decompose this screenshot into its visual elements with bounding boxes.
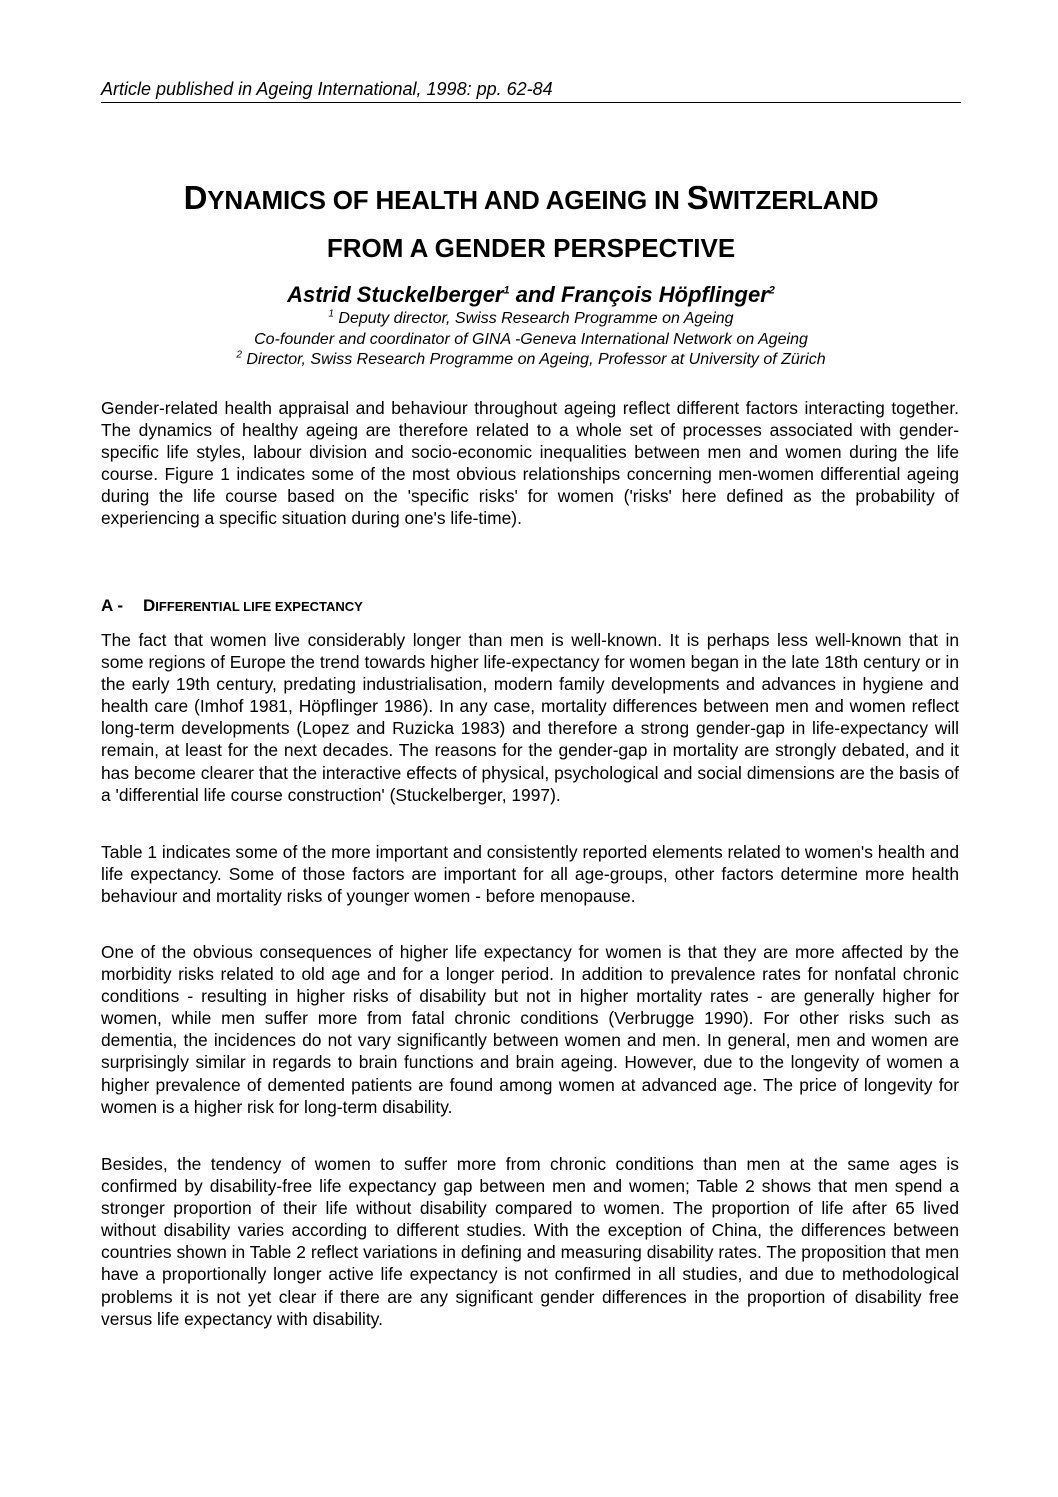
affiliation-1-text: Deputy director, Swiss Research Programme on Ageing <box>333 310 734 327</box>
author-2: François Höpflinger <box>560 282 769 307</box>
affiliation-2-text: Director, Swiss Research Programme on Ageing, Professor at University of Zürich <box>241 351 826 368</box>
body-paragraph-1: The fact that women live considerably longer than men is well-known. It is perhaps less well-known that in some regions of Europe the trend towards higher life-expectancy for women began in the late 18th century or in the early 19th century, predating industrialisation, modern family developments and advances in hygiene and health care (Imhof 1981, Höpflinger 1986). In any case, mortality differences between men and women reflect long-term developments (Lopez and Ruzicka 1983) and therefore a strong gender-gap in life-expectancy will remain, at least for the next decades. The reasons for the gender-gap in mortality are strongly debated, and it has become clearer that the interactive effects of physical, psychological and social dimensions are the basis of a 'differential life course construction' (Stuckelberger, 1997). <box>101 630 959 805</box>
running-header: Article published in Ageing International, 1998: pp. 62-84 <box>101 78 961 103</box>
affiliation-2-mark: 2 <box>236 349 242 361</box>
author-connector: and <box>509 282 561 307</box>
title-part-1: YNAMICS OF HEALTH AND AGEING IN <box>207 185 687 215</box>
affiliation-1-mark: 1 <box>328 308 334 320</box>
body-paragraph-4: Besides, the tendency of women to suffer more from chronic conditions than men at the same ages is confirmed by disability-free life expectancy gap between men and women; Table 2 shows that men spend a stronger proportion of their life without disability compared to women. The proportion of life after 65 lived without disability varies according to different studies. With the exception of China, the differences between countries shown in Table 2 reflect variations in defining and measuring disability rates. The proposition that men have a proportionally longer active life expectancy is not confirmed in all studies, and due to methodological problems it is not yet clear if there are any significant gender differences in the proportion of disability free versus life expectancy with disability. <box>101 1154 959 1329</box>
paper-title-line-2: FROM A GENDER PERSPECTIVE <box>326 233 736 263</box>
section-heading-a <box>101 595 363 618</box>
section-initial: D <box>143 596 156 615</box>
author-2-mark: 2 <box>768 284 775 297</box>
title-initial-s: S <box>686 179 709 216</box>
author-1-mark: 1 <box>503 284 510 297</box>
intro-paragraph: Gender-related health appraisal and behaviour throughout ageing reflect different factors interacting together. The dynamics of healthy ageing are therefore related to a whole set of processes associated with gender-specific life styles, labour division and socio-economic inequalities between men and women during the life course. Figure 1 indicates some of the most obvious relationships concerning men-women differential ageing during the life course based on the 'specific risks' for women ('risks' here defined as the probability of experiencing a specific situation during one's life-time). <box>101 398 959 529</box>
body-paragraph-2: Table 1 indicates some of the more important and consistently reported elements related to women's health and life expectancy. Some of those factors are important for all age-groups, other factors determine more health behaviour and mortality risks of younger women - before menopause. <box>101 842 959 907</box>
affiliation-1-continued: Co-founder and coordinator of GINA -Geneva International Network on Ageing <box>254 331 808 348</box>
body-paragraph-3: One of the obvious consequences of higher life expectancy for women is that they are more affected by the morbidity risks related to old age and for a longer period. In addition to prevalence rates for nonfatal chronic conditions - resulting in higher risks of disability but not in higher mortality rates - are generally higher for women, while men suffer more from fatal chronic conditions (Verbrugge 1990). For other risks such as dementia, the incidences do not vary significantly between women and men. In general, men and women are surprisingly similar in regards to brain functions and brain ageing. However, due to the longevity of women a higher prevalence of demented patients are found among women at advanced age. The price of longevity for women is a higher risk for long-term disability. <box>101 942 959 1117</box>
title-part-2: WITZERLAND <box>708 185 879 215</box>
affiliation-2 <box>101 350 961 370</box>
affiliation-1 <box>101 309 961 329</box>
section-number: A - <box>101 596 124 615</box>
author-1: Astrid Stuckelberger <box>287 282 504 307</box>
title-initial-d: D <box>183 179 208 216</box>
paper-title-line-1 <box>101 181 961 217</box>
author-line <box>101 281 961 309</box>
section-title-rest: IFFERENTIAL LIFE EXPECTANCY <box>155 599 363 614</box>
